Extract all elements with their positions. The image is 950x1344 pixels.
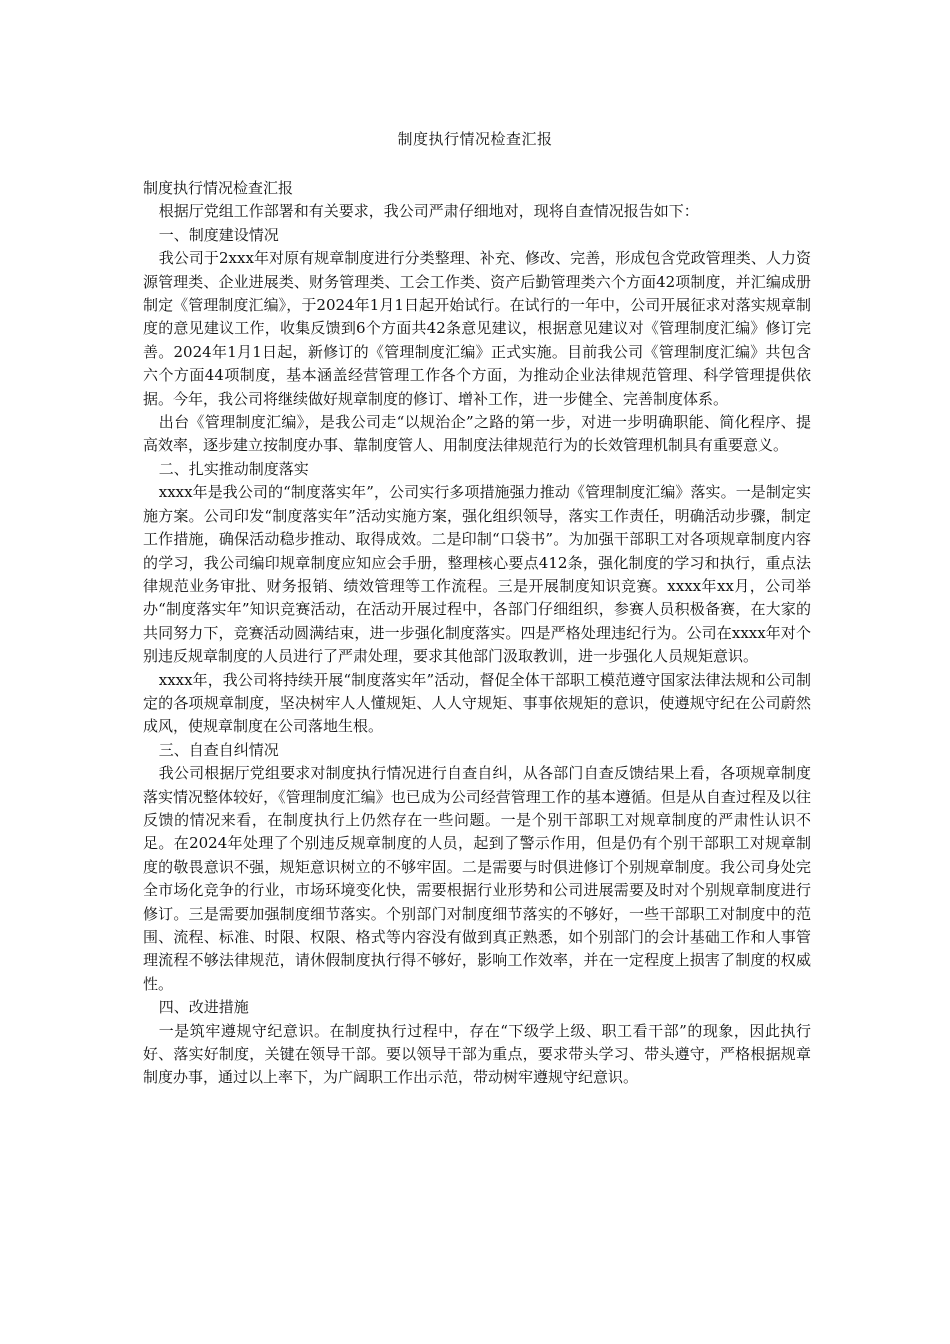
- section-heading-4: 四、改进措施: [158, 998, 249, 1017]
- paragraph-1-2: 出台《管理制度汇编》，是我公司走“以规治企”之路的第一步，对进一步明确职能、简化程序、提高效率，逐步建立按制度办事、靠制度管人、用制度法律规范行为的长效管理机制具有重要意义。: [143, 413, 811, 455]
- section-heading-1: 一、制度建设情况: [158, 225, 279, 244]
- paragraph-1-1: 我公司于2xxx年对原有规章制度进行分类整理、补充、修改、完善，形成包含党政管理类、人力资源管理类、企业进展类、财务管理类、工会工作类、资产后勤管理类六个方面42项制度，并汇编成册制定《管理制度汇编》，于2024年1月1日起开始试行。在试行的一年中，公司开展征求对落实规章制度的意见建议工作，收集反馈到6个方面共42条意见建议，根据意见建议对《管理制度汇编》修订完善。2024年1月1日起，新修订的《管理制度汇编》正式实施。目前我公司《管理制度汇编》共包含六个方面44项制度，基本涵盖经营管理工作各个方面，为推动企业法律规范管理、科学管理提供依据。今年，我公司将继续做好规章制度的修订、增补工作，进一步健全、完善制度体系。: [143, 249, 811, 408]
- paragraph-4-1: 一是筑牢遵规守纪意识。在制度执行过程中，存在“下级学上级、职工看干部”的现象，因此执行好、落实好制度，关键在领导干部。要以领导干部为重点，要求带头学习、带头遵守，严格根据规章制度办事，通过以上率下，为广阔职工作出示范，带动树牢遵规守纪意识。: [143, 1021, 811, 1087]
- section-heading-2: 二、扎实推动制度落实: [158, 459, 309, 478]
- document-body: [143, 177, 811, 1090]
- document-title: 制度执行情况检查汇报: [397, 130, 553, 148]
- document-subtitle: 制度执行情况检查汇报: [143, 179, 294, 197]
- paragraph-2-1: xxxx年是我公司的“制度落实年”，公司实行多项措施强力推动《管理制度汇编》落实。一是制定实施方案。公司印发“制度落实年”活动实施方案，强化组织领导，落实工作责任，明确活动步骤，制定工作措施，确保活动稳步推动、取得成效。二是印制“口袋书”。为加强干部职工对各项规章制度内容的学习，我公司编印规章制度应知应会手册，整理核心要点412条，强化制度的学习和执行，重点法律规范业务审批、财务报销、绩效管理等工作流程。三是开展制度知识竞赛。xxxx年xx月，公司举办“制度落实年”知识竞赛活动，在活动开展过程中，各部门仔细组织，参赛人员积极备赛，在大家的共同努力下，竞赛活动圆满结束，进一步强化制度落实。四是严格处理违纪行为。公司在xxxx年对个别违反规章制度的人员进行了严肃处理，要求其他部门汲取教训，进一步强化人员规矩意识。: [143, 483, 811, 666]
- paragraph-3-1: 我公司根据厅党组要求对制度执行情况进行自查自纠，从各部门自查反馈结果上看，各项规章制度落实情况整体较好，《管理制度汇编》也已成为公司经营管理工作的基本遵循。但是从自查过程及以往反馈的情况来看，在制度执行上仍然存在一些问题。一是个别干部职工对规章制度的严肃性认识不足。在2024年处理了个别违反规章制度的人员，起到了警示作用，但是仍有个别干部职工对规章制度的敬畏意识不强，规矩意识树立的不够牢固。二是需要与时俱进修订个别规章制度。我公司身处完全市场化竞争的行业，市场环境变化快，需要根据行业形势和公司进展需要及时对个别规章制度进行修订。三是需要加强制度细节落实。个别部门对制度细节落实的不够好，一些干部职工对制度中的范围、流程、标准、时限、权限、格式等内容没有做到真正熟悉，如个别部门的会计基础工作和人事管理流程不够法律规范，请休假制度执行得不够好，影响工作效率，并在一定程度上损害了制度的权威性。: [143, 764, 811, 993]
- section-heading-3: 三、自查自纠情况: [158, 740, 279, 759]
- paragraph-2-2: xxxx年，我公司将持续开展“制度落实年”活动，督促全体干部职工模范遵守国家法律法规和公司制定的各项规章制度，坚决树牢人人懂规矩、人人守规矩、事事依规矩的意识，使遵规守纪在公司蔚然成风，使规章制度在公司落地生根。: [143, 670, 811, 736]
- paragraph-intro: 根据厅党组工作部署和有关要求，我公司严肃仔细地对，现将自查情况报告如下：: [158, 202, 699, 221]
